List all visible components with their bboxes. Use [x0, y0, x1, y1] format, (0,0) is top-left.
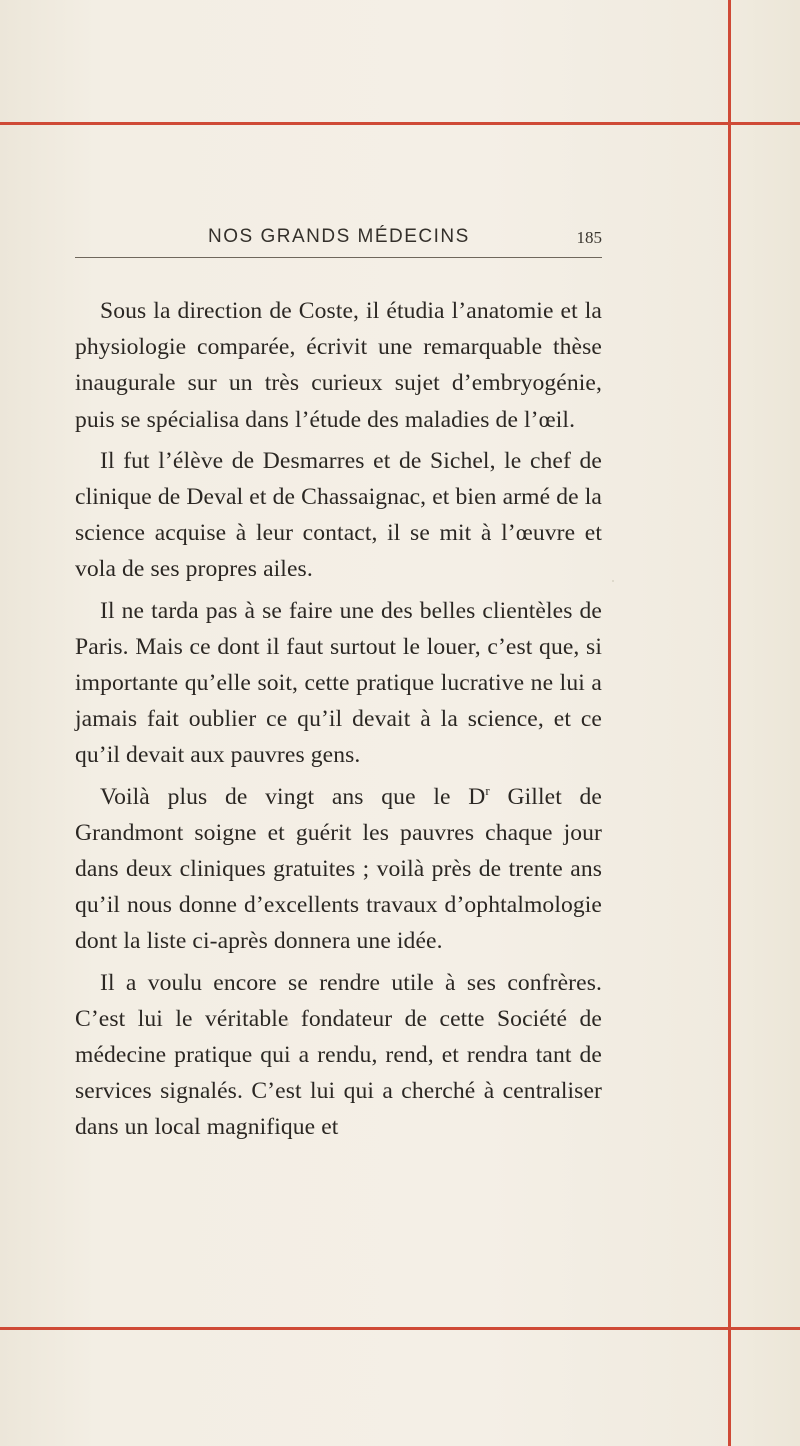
paragraph-text: Voilà plus de vingt ans que le D	[100, 783, 486, 810]
paragraph	[75, 779, 602, 960]
page-number: 185	[576, 228, 602, 247]
red-rule-vertical	[728, 0, 731, 1446]
paragraph: Sous la direction de Coste, il étudia l’anatomie et la physiologie comparée, écrivit une remarquable thèse inaugurale sur un très curieux sujet d’embryogénie, puis se spécialisa dans l’étude des maladies de l’œil.	[75, 298, 602, 433]
header-rule	[75, 257, 602, 258]
superscript-abbreviation: r	[485, 782, 490, 798]
running-title: NOS GRANDS MÉDECINS	[208, 226, 470, 247]
red-rule-top	[0, 122, 800, 125]
ink-speck	[612, 580, 614, 582]
paragraph-text: Gillet de Grandmont soigne et guérit les pauvres chaque jour dans deux cliniques gratuites ; voilà près de trente ans qu’il nous donne d’excellents travaux d’ophtalmologie dont la liste ci-après donnera une idée.	[75, 783, 603, 955]
red-rule-bottom	[0, 1327, 800, 1330]
running-header	[75, 222, 602, 262]
paragraph: Il fut l’élève de Desmarres et de Sichel, le chef de clinique de Deval et de Chassaignac, et bien armé de la science acquise à leur contact, il se mit à l’œuvre et vola de ses propres ailes.	[75, 447, 602, 583]
paragraph: Il ne tarda pas à se faire une des belles clientèles de Paris. Mais ce dont il faut surtout le louer, c’est que, si importante qu’elle soit, cette pratique lucrative ne lui a jamais fait oublier ce qu’il devait à la science, et ce qu’il devait aux pauvres gens.	[75, 597, 602, 769]
right-margin	[731, 0, 800, 1446]
body-text	[75, 293, 602, 1151]
paragraph: Il a voulu encore se rendre utile à ses confrères. C’est lui le véritable fondateur de cette Société de médecine pratique qui a rendu, rend, et rendra tant de services signalés. C’est lui qui a cherché à centraliser dans un local magnifique et	[75, 969, 602, 1141]
